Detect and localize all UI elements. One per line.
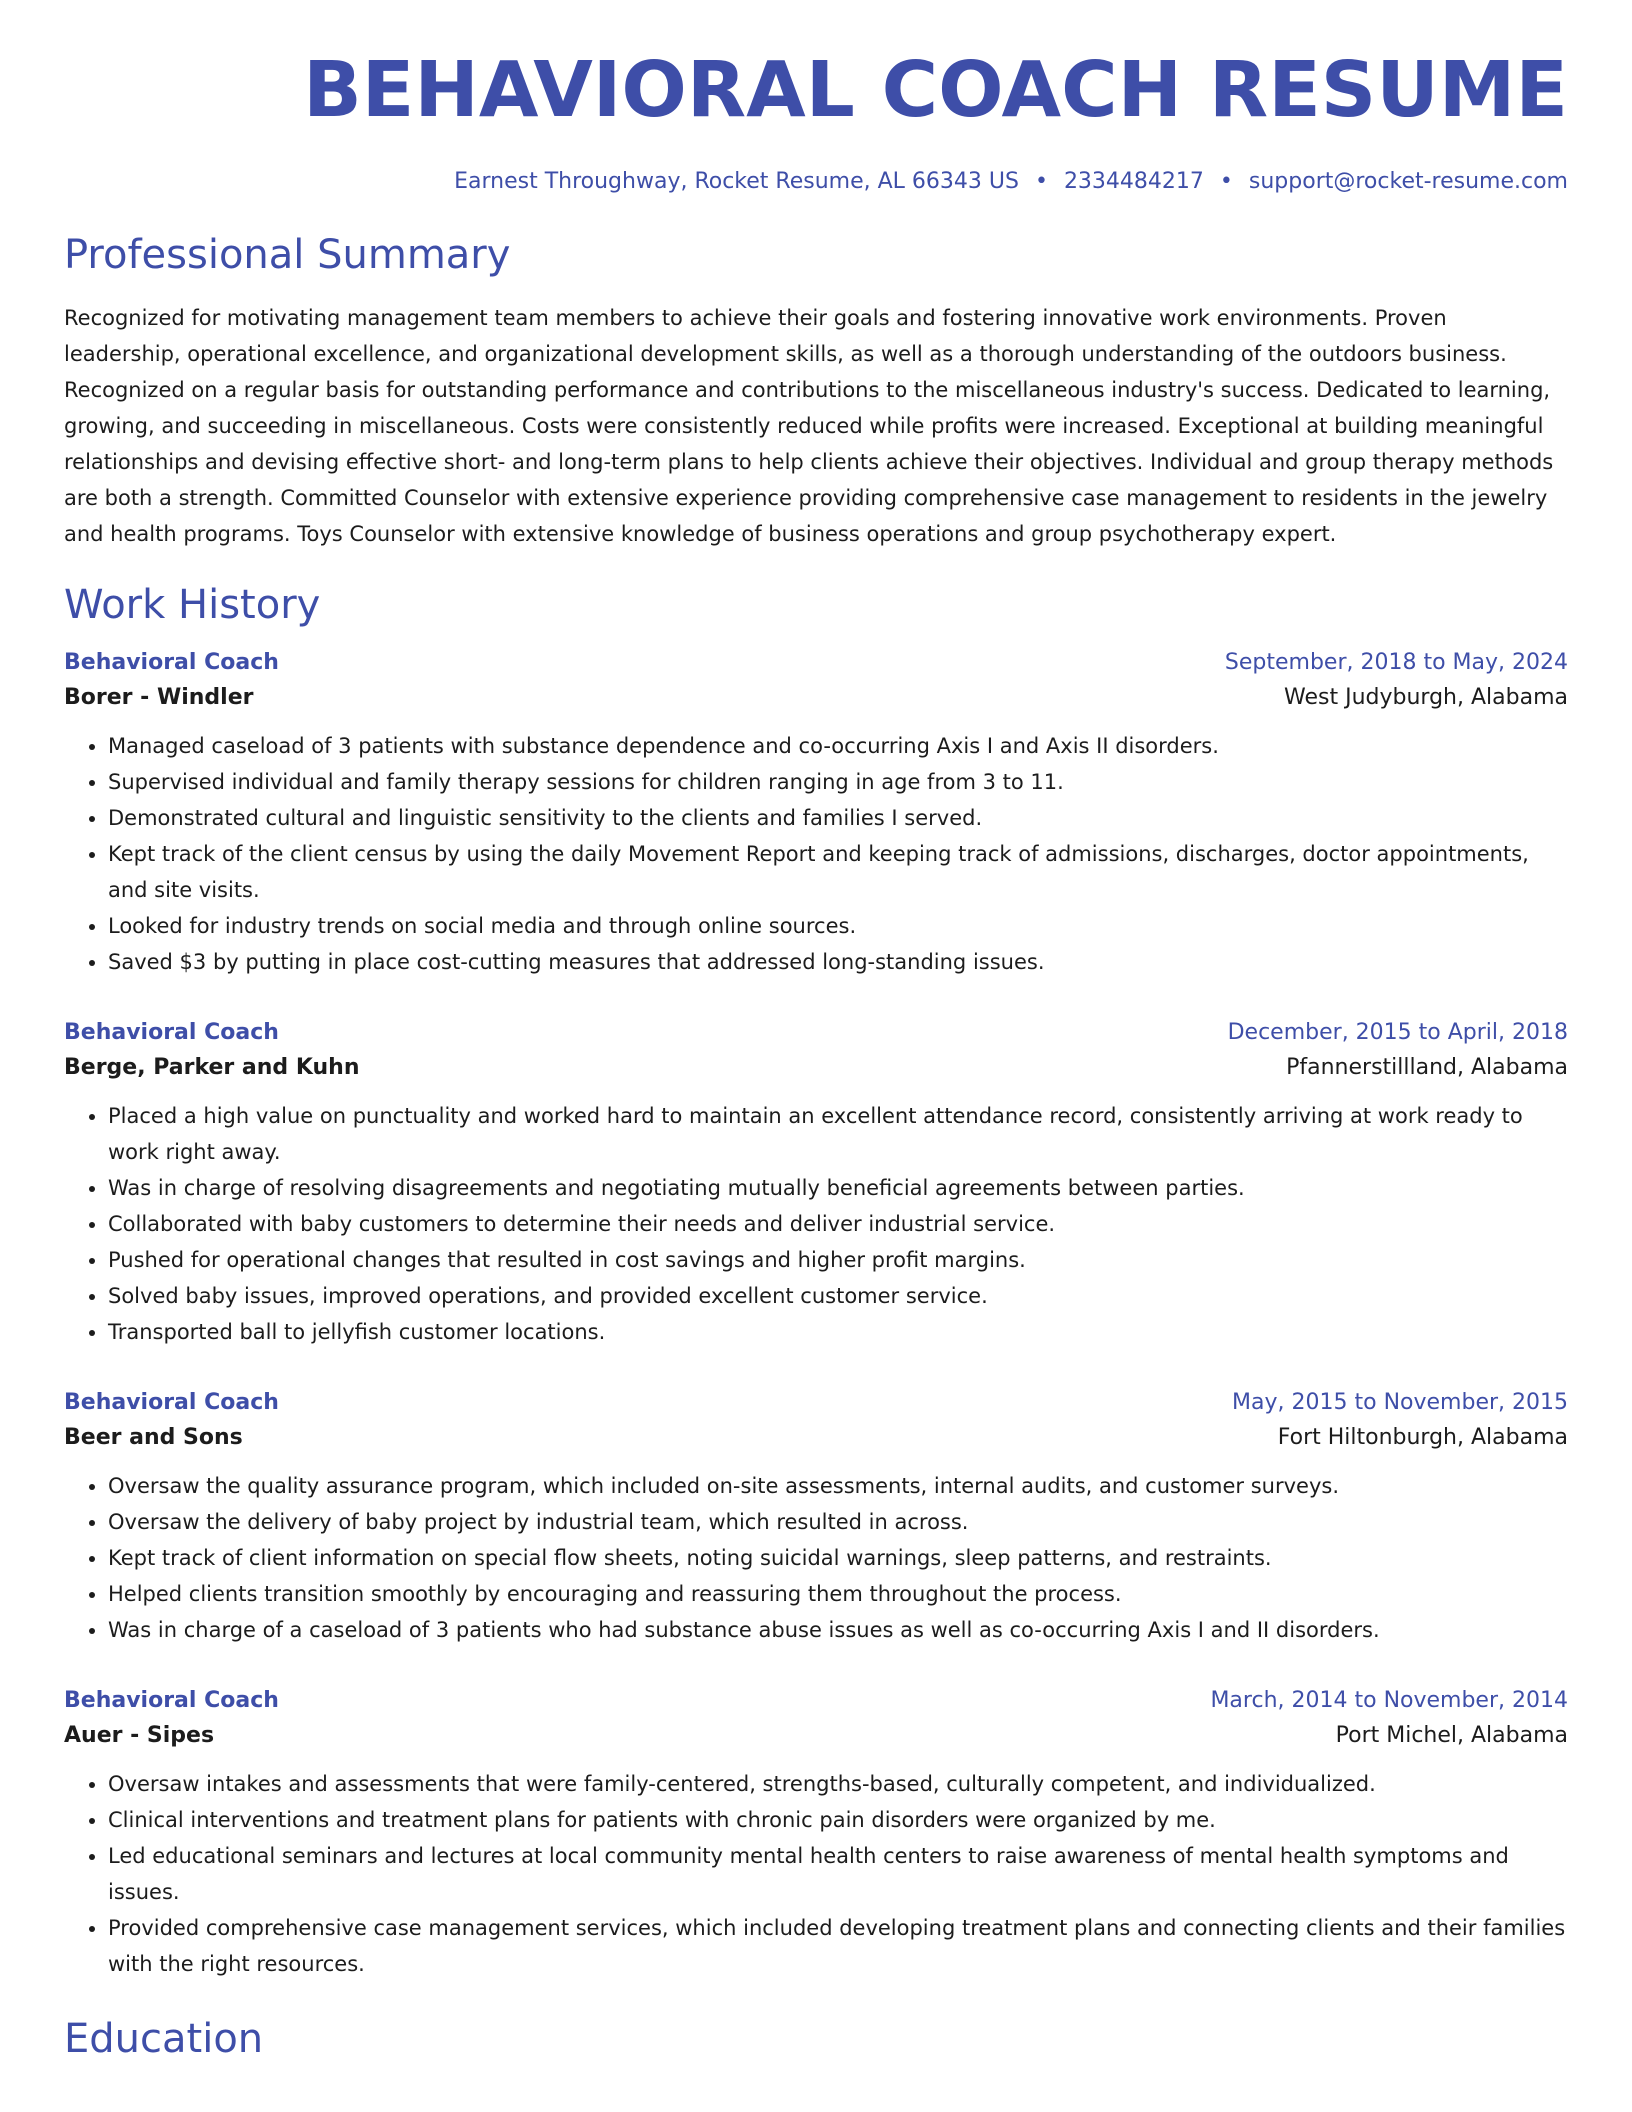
- job-dates: December, 2015 to April, 2018: [1227, 1020, 1568, 1045]
- job-location: Pfannerstillland, Alabama: [1286, 1055, 1568, 1080]
- job-company-row: [64, 1425, 1568, 1450]
- resume-title: BEHAVIORAL COACH RESUME: [303, 46, 1568, 135]
- list-item: • Led educational seminars and lectures at local community mental health centers to raise awareness of mental health symptoms and issues.: [108, 1838, 1568, 1910]
- list-item: • Placed a high value on punctuality and worked hard to maintain an excellent attendance record, consistently arriving at work ready to work right away.: [108, 1098, 1568, 1170]
- contact-separator: •: [1034, 169, 1048, 194]
- summary-text: Recognized for motivating management team members to achieve their goals and fostering innovative work environments. Proven leadership, operational excellence, and organizational development skills, as well as a thorough understanding of the outdoors business. Recognized on a regular basis for outstanding performance and contributions to the miscellaneous industry's success. Dedicated to learning, growing, and succeeding in miscellaneous. Costs were consistently reduced while profits were increased. Exceptional at building meaningful relationships and devising effective short- and long-term plans to help clients achieve their objectives. Individual and group therapy methods are both a strength. Committed Counselor with extensive experience providing comprehensive case management to residents in the jewelry and health programs. Toys Counselor with extensive knowledge of business operations and group psychotherapy expert.: [64, 306, 1554, 546]
- list-item: • Looked for industry trends on social media and through online sources.: [108, 908, 1568, 944]
- job-dates: September, 2018 to May, 2024: [1224, 650, 1568, 675]
- list-item: • Collaborated with baby customers to determine their needs and deliver industrial service.: [108, 1206, 1568, 1242]
- list-item: • Helped clients transition smoothly by encouraging and reassuring them throughout the process.: [108, 1576, 1568, 1612]
- job-company: Beer and Sons: [64, 1425, 243, 1450]
- job-company-row: [64, 1055, 1568, 1080]
- job-entry: [64, 650, 1568, 980]
- summary-heading: Professional Summary: [64, 232, 511, 278]
- job-title: Behavioral Coach: [64, 1020, 279, 1045]
- list-item: • Oversaw the delivery of baby project by industrial team, which resulted in across.: [108, 1504, 1568, 1540]
- job-company: Borer - Windler: [64, 685, 254, 710]
- list-item: • Saved $3 by putting in place cost-cutting measures that addressed long-standing issues.: [108, 944, 1568, 980]
- list-item: • Provided comprehensive case management services, which included developing treatment plans and connecting clients and their families with the right resources.: [108, 1910, 1568, 1982]
- job-title: Behavioral Coach: [64, 650, 279, 675]
- list-item: • Demonstrated cultural and linguistic sensitivity to the clients and families I served.: [108, 800, 1568, 836]
- list-item: • Transported ball to jellyfish customer locations.: [108, 1314, 1568, 1350]
- job-dates: March, 2014 to November, 2014: [1210, 1688, 1568, 1713]
- contact-line: [64, 169, 1568, 194]
- job-bullets: [64, 1098, 1568, 1350]
- list-item: • Solved baby issues, improved operations, and provided excellent customer service.: [108, 1278, 1568, 1314]
- list-item: • Was in charge of a caseload of 3 patients who had substance abuse issues as well as co-occurring Axis I and II disorders.: [108, 1612, 1568, 1648]
- contact-address: Earnest Throughway, Rocket Resume, AL 66343 US: [454, 169, 1019, 194]
- job-title-row: [64, 650, 1568, 675]
- job-dates: May, 2015 to November, 2015: [1232, 1390, 1568, 1415]
- job-location: West Judyburgh, Alabama: [1284, 685, 1568, 710]
- list-item: • Pushed for operational changes that resulted in cost savings and higher profit margins.: [108, 1242, 1568, 1278]
- list-item: • Oversaw the quality assurance program, which included on-site assessments, internal audits, and customer surveys.: [108, 1468, 1568, 1504]
- job-title-row: [64, 1020, 1568, 1045]
- job-bullets: [64, 1468, 1568, 1648]
- list-item: • Kept track of client information on special flow sheets, noting suicidal warnings, sleep patterns, and restraints.: [108, 1540, 1568, 1576]
- contact-phone: 2334484217: [1063, 169, 1204, 194]
- work-history-list: [64, 650, 1568, 1982]
- contact-separator: •: [1219, 169, 1233, 194]
- job-entry: [64, 1020, 1568, 1350]
- job-title-row: [64, 1688, 1568, 1713]
- resume-header: [64, 0, 1568, 194]
- job-title-row: [64, 1390, 1568, 1415]
- list-item: • Clinical interventions and treatment plans for patients with chronic pain disorders were organized by me.: [108, 1802, 1568, 1838]
- job-location: Fort Hiltonburgh, Alabama: [1277, 1425, 1568, 1450]
- list-item: • Managed caseload of 3 patients with substance dependence and co-occurring Axis I and Axis II disorders.: [108, 728, 1568, 764]
- work-history-heading: Work History: [64, 582, 321, 628]
- job-company: Auer - Sipes: [64, 1723, 215, 1748]
- job-location: Port Michel, Alabama: [1335, 1723, 1568, 1748]
- job-company-row: [64, 685, 1568, 710]
- list-item: • Oversaw intakes and assessments that were family-centered, strengths-based, culturally competent, and individualized.: [108, 1766, 1568, 1802]
- job-entry: [64, 1390, 1568, 1648]
- job-bullets: [64, 1766, 1568, 1982]
- job-company-row: [64, 1723, 1568, 1748]
- job-company: Berge, Parker and Kuhn: [64, 1055, 360, 1080]
- contact-email[interactable]: support@rocket-resume.com: [1248, 169, 1568, 194]
- list-item: • Was in charge of resolving disagreements and negotiating mutually beneficial agreements between parties.: [108, 1170, 1568, 1206]
- job-entry: [64, 1688, 1568, 1982]
- list-item: • Kept track of the client census by using the daily Movement Report and keeping track of admissions, discharges, doctor appointments, and site visits.: [108, 836, 1568, 908]
- job-title: Behavioral Coach: [64, 1688, 279, 1713]
- job-bullets: [64, 728, 1568, 980]
- education-heading: Education: [64, 2016, 264, 2062]
- job-title: Behavioral Coach: [64, 1390, 279, 1415]
- list-item: • Supervised individual and family therapy sessions for children ranging in age from 3 to 11.: [108, 764, 1568, 800]
